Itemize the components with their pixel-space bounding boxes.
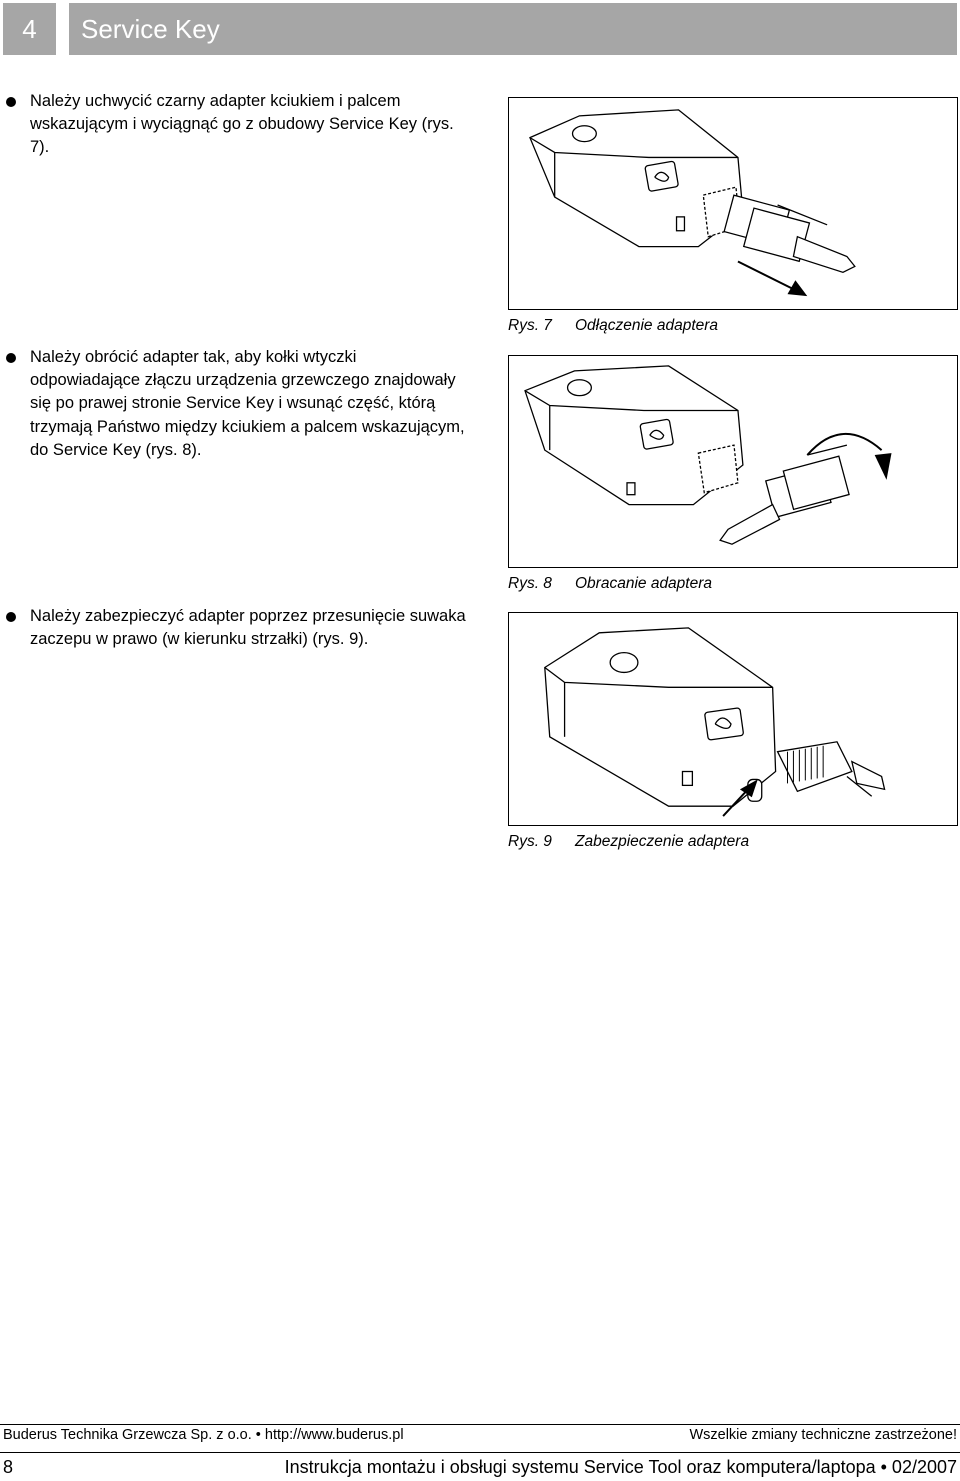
page-number: 8 <box>3 1457 14 1477</box>
footer-rule <box>0 1424 960 1425</box>
step-text: Należy obrócić adapter tak, aby kołki wtyczki odpowiadające złączu urządzenia grzewczego znajdowały się po prawej stronie Service Key i wsunąć część, którą trzymają Państwo między kciukiem a palcem wskazującym, do Service Key (rys. 8). <box>30 348 465 459</box>
footer-notice: Wszelkie zmiany techniczne zastrzeżone! <box>689 1427 957 1443</box>
figure-8-rotate-adapter <box>508 355 958 568</box>
service-key-rotate-illustration <box>509 356 957 567</box>
step-text: Należy zabezpieczyć adapter poprzez przesunięcie suwaka zaczepu w prawo (w kierunku strzałki) (rys. 9). <box>30 607 466 649</box>
figure-caption-text: Odłączenie adaptera <box>575 317 719 334</box>
figure-caption-text: Obracanie adaptera <box>575 575 713 592</box>
step-item <box>6 90 466 160</box>
figure-caption <box>508 575 712 593</box>
bullet-icon <box>6 97 16 107</box>
section-number: 4 <box>3 3 56 55</box>
footer-rule <box>0 1452 960 1453</box>
figure-caption-text: Zabezpieczenie adaptera <box>575 833 750 850</box>
step-text: Należy uchwycić czarny adapter kciukiem i palcem wskazującym i wyciągnąć go z obudowy Service Key (rys. 7). <box>30 92 454 157</box>
figure-number: Rys. 8 <box>508 575 552 592</box>
bullet-icon <box>6 353 16 363</box>
figure-caption <box>508 833 749 851</box>
service-key-disconnect-illustration <box>509 98 957 309</box>
figure-7-disconnect-adapter <box>508 97 958 310</box>
footer-top-row <box>3 1427 957 1443</box>
figure-caption <box>508 317 718 335</box>
service-key-secure-illustration <box>509 613 957 825</box>
document-title: Instrukcja montażu i obsługi systemu Service Tool oraz komputera/laptopa • 02/2007 <box>284 1457 957 1477</box>
footer-bottom-row <box>3 1457 957 1478</box>
step-item <box>6 346 466 462</box>
section-title: Service Key <box>69 3 957 55</box>
step-item <box>6 605 466 651</box>
figure-number: Rys. 9 <box>508 833 552 850</box>
figure-number: Rys. 7 <box>508 317 552 334</box>
bullet-icon <box>6 612 16 622</box>
figure-9-secure-adapter <box>508 612 958 826</box>
footer-company: Buderus Technika Grzewcza Sp. z o.o. • http://www.buderus.pl <box>3 1427 404 1443</box>
